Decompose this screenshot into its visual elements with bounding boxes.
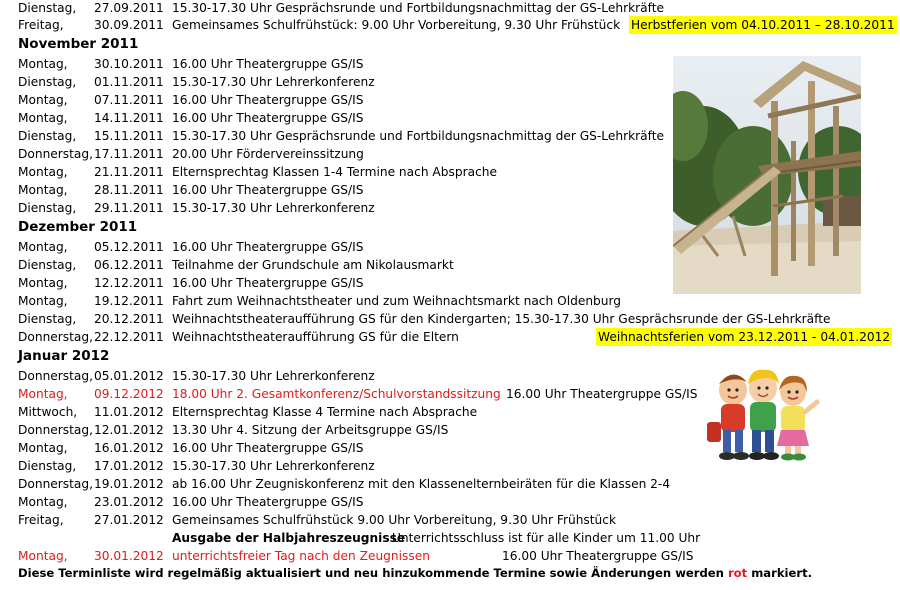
day: Donnerstag,	[18, 330, 94, 344]
holiday-highlight: Herbstferien vom 04.10.2011 – 28.10.2011	[631, 18, 895, 32]
date: 23.01.2012	[94, 495, 164, 509]
day: Mittwoch,	[18, 405, 78, 419]
date: 06.12.2011	[94, 258, 164, 272]
event-text: 15.30-17.30 Uhr Lehrerkonferenz	[172, 75, 375, 89]
date: 09.12.2012	[94, 387, 164, 401]
date: 19.12.2011	[94, 294, 164, 308]
note-text-end: markiert.	[747, 566, 813, 580]
date: 07.11.2011	[94, 93, 164, 107]
event-text: 15.30-17.30 Uhr Gesprächsrunde und Fortbildungsnachmittag der GS-Lehrkräfte	[172, 1, 664, 15]
date: 27.09.2011	[94, 1, 164, 15]
date: 17.01.2012	[94, 459, 164, 473]
date: 11.01.2012	[94, 405, 164, 419]
day: Montag,	[18, 57, 68, 71]
event-text: Fahrt zum Weihnachtstheater und zum Weihnachtsmarkt nach Oldenburg	[172, 294, 622, 308]
day: Montag,	[18, 549, 68, 563]
day: Freitag,	[18, 513, 64, 527]
note-red-word: rot	[727, 566, 748, 580]
day: Donnerstag,	[18, 369, 94, 383]
date: 28.11.2011	[94, 183, 164, 197]
date: 16.01.2012	[94, 441, 164, 455]
holiday-highlight: Weihnachtsferien vom 23.12.2011 - 04.01.2012	[598, 330, 891, 344]
event-text: Gemeinsames Schulfrühstück: 9.00 Uhr Vorbereitung, 9.30 Uhr Frühstück	[172, 18, 621, 32]
event-text: ab 16.00 Uhr Zeugniskonferenz mit den Klassenelternbeiräten für die Klassen 2-4	[172, 477, 671, 491]
day: Donnerstag,	[18, 423, 94, 437]
event-text: 15.30-17.30 Uhr Lehrerkonferenz	[172, 369, 375, 383]
event-text: 15.30-17.30 Uhr Lehrerkonferenz	[172, 459, 375, 473]
day: Dienstag,	[18, 312, 77, 326]
date: 21.11.2011	[94, 165, 164, 179]
event-text: 16.00 Uhr Theatergruppe GS/IS	[172, 111, 364, 125]
section-heading-januar: Januar 2012	[18, 348, 110, 364]
date: 30.01.2012	[94, 549, 164, 563]
date: 22.12.2011	[94, 330, 164, 344]
event-text: 16.00 Uhr Theatergruppe GS/IS	[172, 183, 364, 197]
date: 15.11.2011	[94, 129, 164, 143]
event-extra: 16.00 Uhr Theatergruppe GS/IS	[502, 549, 694, 563]
date: 14.11.2011	[94, 111, 164, 125]
day: Dienstag,	[18, 129, 77, 143]
date: 27.01.2012	[94, 513, 164, 527]
event-text: 16.00 Uhr Theatergruppe GS/IS	[172, 495, 364, 509]
event-text: Weihnachtstheateraufführung GS für den Kindergarten; 15.30-17.30 Uhr Gesprächsrunde der GS-Lehrkräfte	[172, 312, 831, 326]
note-text: Diese Terminliste wird regelmäßig aktualisiert und neu hinzukommende Termine sowie Änderungen werden	[18, 566, 728, 580]
playground-photo	[673, 56, 861, 294]
event-text: 15.30-17.30 Uhr Gesprächsrunde und Fortbildungsnachmittag der GS-Lehrkräfte	[172, 129, 664, 143]
event-text: 16.00 Uhr Theatergruppe GS/IS	[172, 240, 364, 254]
date: 17.11.2011	[94, 147, 164, 161]
day: Donnerstag,	[18, 477, 94, 491]
date: 12.01.2012	[94, 423, 164, 437]
event-text: Weihnachtstheateraufführung GS für die Eltern	[172, 330, 459, 344]
day: Dienstag,	[18, 258, 77, 272]
day: Montag,	[18, 387, 68, 401]
ausgabe-detail: Unterrichtsschluss ist für alle Kinder um 11.00 Uhr	[392, 531, 701, 545]
date: 05.01.2012	[94, 369, 164, 383]
event-text: 18.00 Uhr 2. Gesamtkonferenz/Schulvorstandssitzung	[172, 387, 501, 401]
date: 05.12.2011	[94, 240, 164, 254]
day: Dienstag,	[18, 201, 77, 215]
event-text: 16.00 Uhr Theatergruppe GS/IS	[172, 57, 364, 71]
day: Montag,	[18, 276, 68, 290]
event-text: 16.00 Uhr Theatergruppe GS/IS	[172, 276, 364, 290]
date: 30.10.2011	[94, 57, 164, 71]
day: Donnerstag,	[18, 147, 94, 161]
day: Dienstag,	[18, 75, 77, 89]
day: Freitag,	[18, 18, 64, 32]
event-text: Elternsprechtag Klasse 4 Termine nach Absprache	[172, 405, 478, 419]
section-heading-dezember: Dezember 2011	[18, 219, 138, 235]
date: 01.11.2011	[94, 75, 164, 89]
date: 12.12.2011	[94, 276, 164, 290]
day: Montag,	[18, 441, 68, 455]
event-text: 16.00 Uhr Theatergruppe GS/IS	[172, 93, 364, 107]
day: Montag,	[18, 111, 68, 125]
event-text: 15.30-17.30 Uhr Lehrerkonferenz	[172, 201, 375, 215]
day: Montag,	[18, 93, 68, 107]
section-heading-november: November 2011	[18, 36, 139, 52]
event-text: 16.00 Uhr Theatergruppe GS/IS	[172, 441, 364, 455]
children-clipart	[703, 362, 821, 462]
day: Montag,	[18, 240, 68, 254]
event-extra: 16.00 Uhr Theatergruppe GS/IS	[506, 387, 698, 401]
date: 20.12.2011	[94, 312, 164, 326]
date: 19.01.2012	[94, 477, 164, 491]
date: 30.09.2011	[94, 18, 164, 32]
event-text: 13.30 Uhr 4. Sitzung der Arbeitsgruppe GS/IS	[172, 423, 449, 437]
event-text: Teilnahme der Grundschule am Nikolausmarkt	[172, 258, 454, 272]
event-text: Elternsprechtag Klassen 1-4 Termine nach Absprache	[172, 165, 497, 179]
day: Montag,	[18, 495, 68, 509]
footer-note	[18, 566, 812, 580]
day: Montag,	[18, 165, 68, 179]
event-text: 20.00 Uhr Fördervereinssitzung	[172, 147, 364, 161]
day: Montag,	[18, 183, 68, 197]
day: Dienstag,	[18, 1, 77, 15]
event-text: Gemeinsames Schulfrühstück 9.00 Uhr Vorbereitung, 9.30 Uhr Frühstück	[172, 513, 617, 527]
event-text: unterrichtsfreier Tag nach den Zeugnissen	[172, 549, 430, 563]
day: Dienstag,	[18, 459, 77, 473]
date: 29.11.2011	[94, 201, 164, 215]
day: Montag,	[18, 294, 68, 308]
ausgabe-label: Ausgabe der Halbjahreszeugnisse	[172, 531, 406, 545]
